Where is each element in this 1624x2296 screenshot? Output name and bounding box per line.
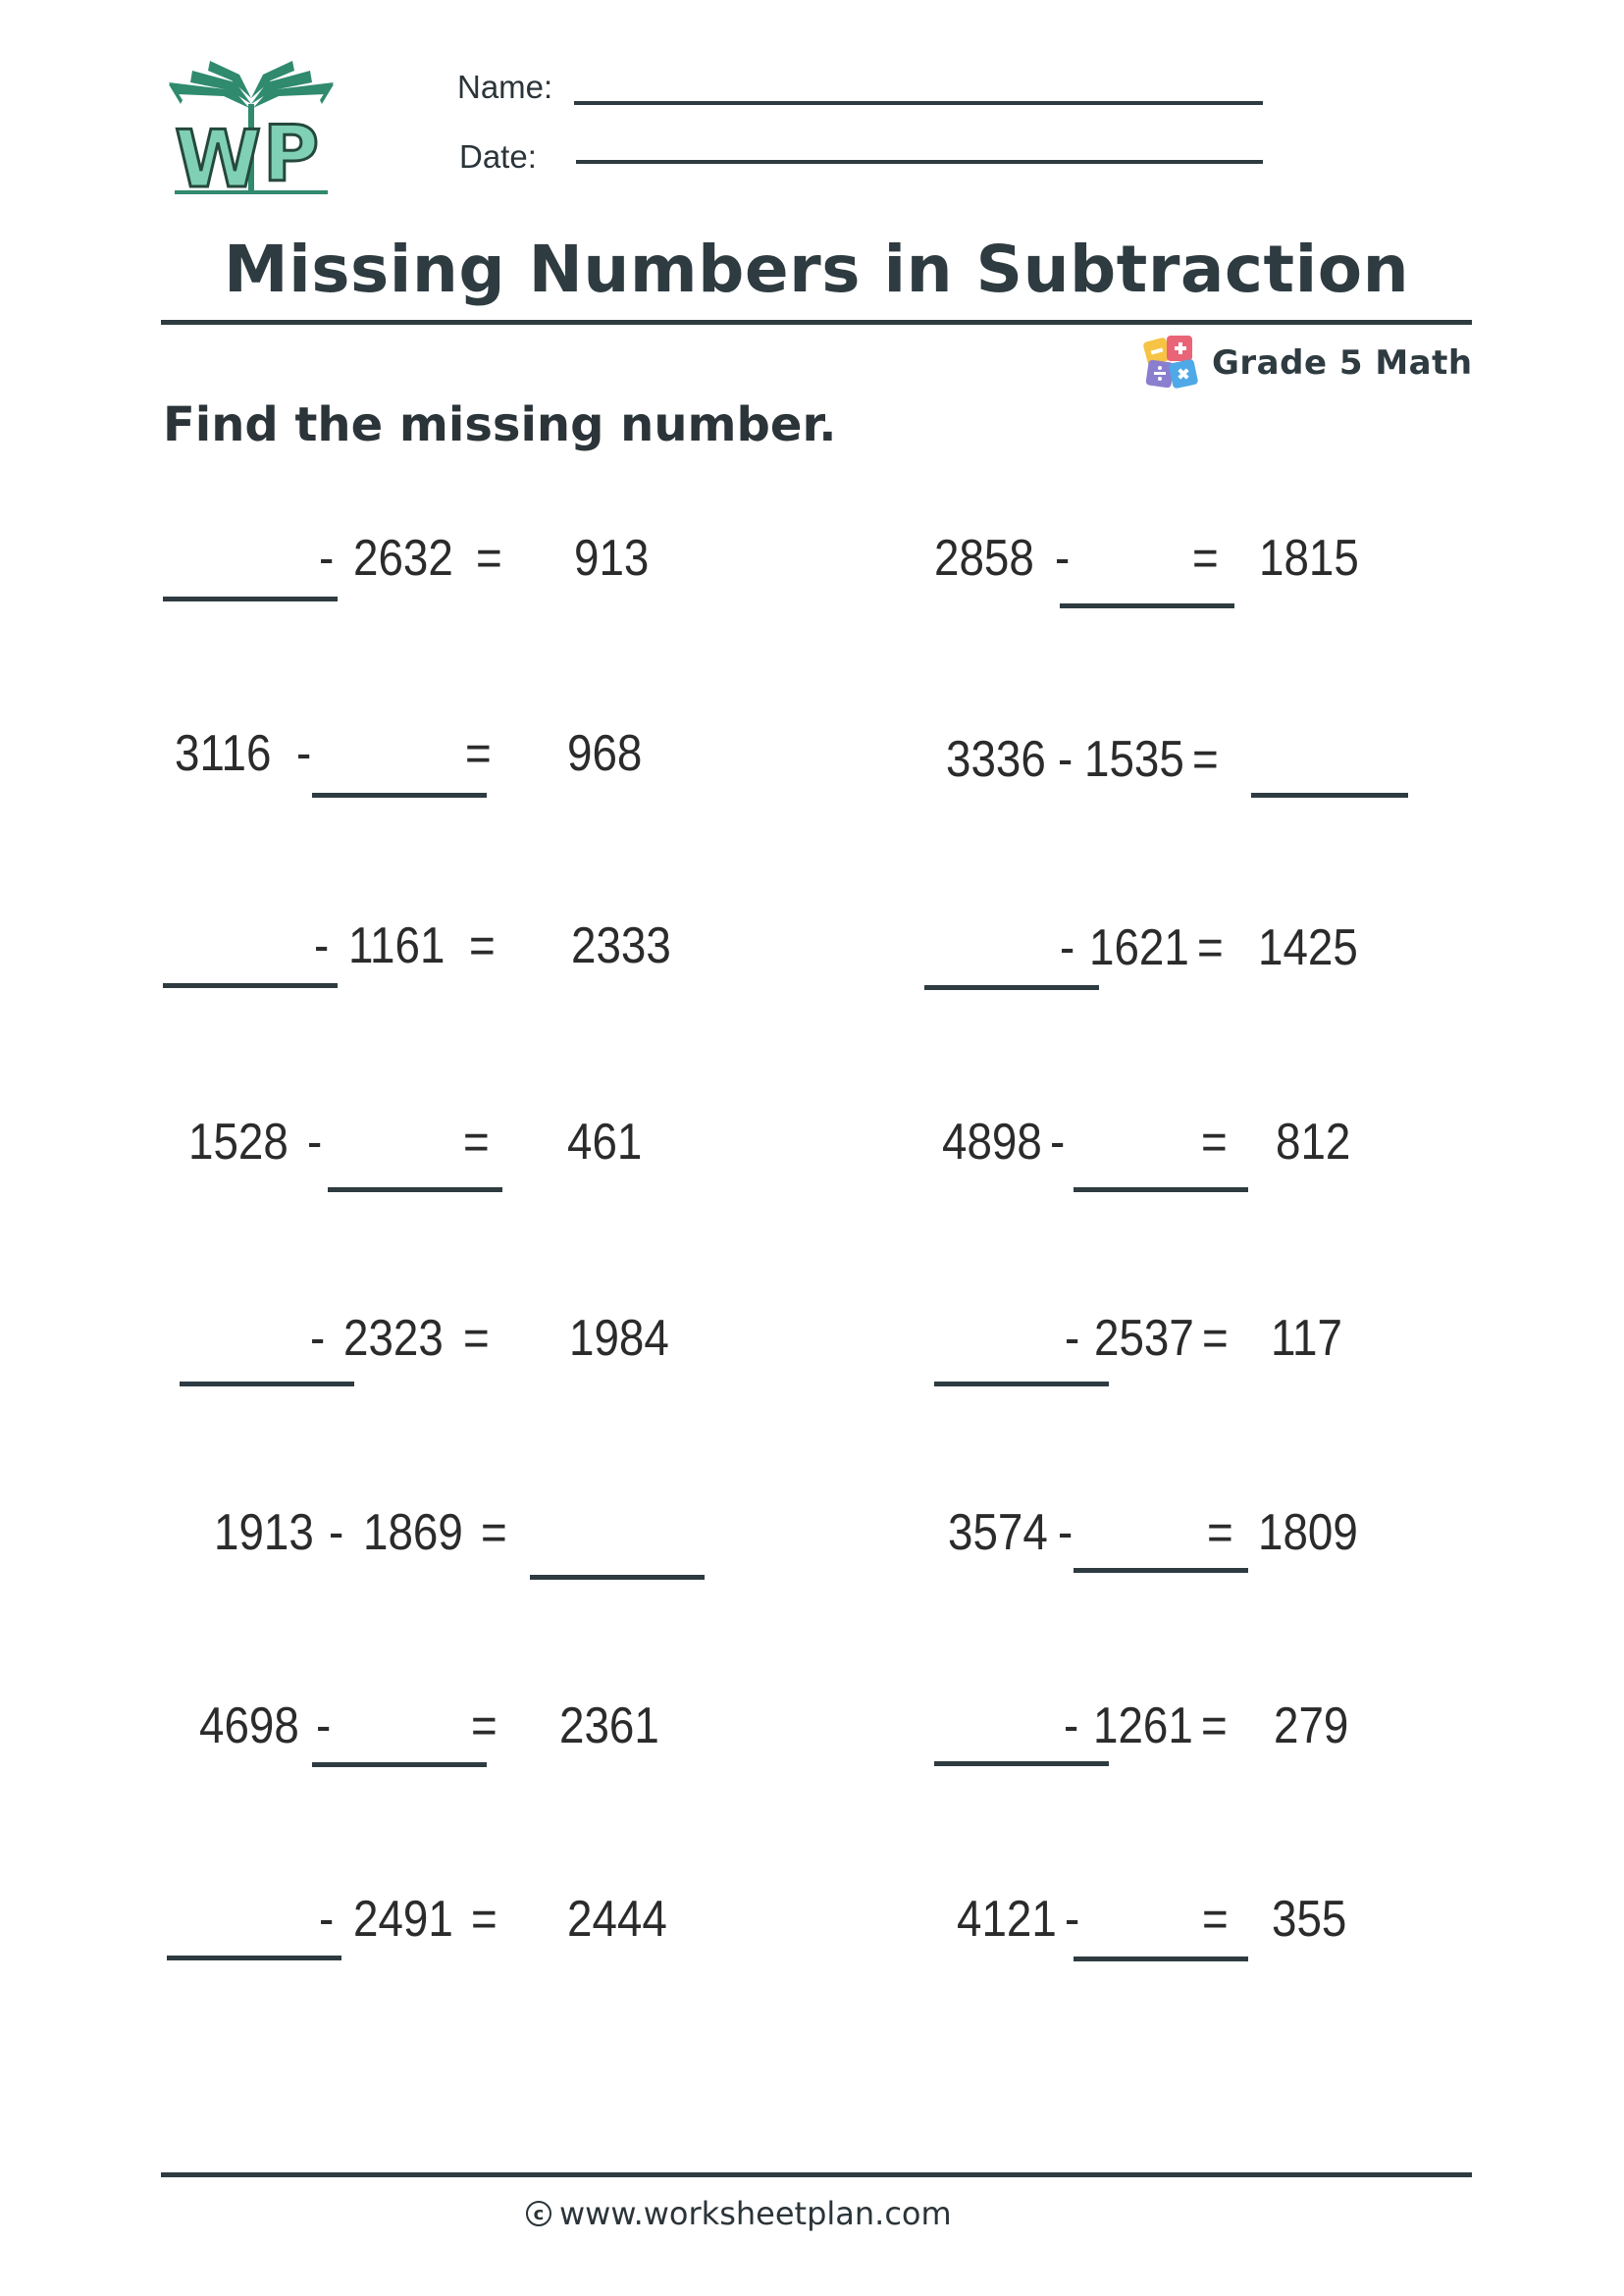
equals-sign: = — [1197, 919, 1224, 976]
difference: 913 — [574, 530, 650, 587]
equals-sign: = — [469, 917, 496, 974]
minus-sign: - — [316, 1697, 332, 1754]
minus-sign: - — [307, 1114, 323, 1171]
equals-sign: = — [463, 1114, 490, 1171]
difference: 2444 — [567, 1891, 667, 1948]
answer-blank[interactable] — [1060, 603, 1234, 608]
equals-sign: = — [1192, 530, 1219, 587]
minus-sign: - — [314, 917, 330, 974]
equals-sign: = — [481, 1504, 507, 1561]
answer-blank[interactable] — [934, 1761, 1109, 1766]
minuend: 3336 — [946, 731, 1046, 788]
answer-blank[interactable] — [934, 1382, 1109, 1386]
minus-sign: - — [1058, 731, 1074, 788]
subtrahend: 1535 — [1084, 731, 1184, 788]
equals-sign: = — [465, 725, 492, 782]
minuend: 4121 — [957, 1891, 1057, 1948]
book-tree-icon — [165, 61, 338, 196]
minuend: 4898 — [942, 1114, 1042, 1171]
subtrahend: 2537 — [1094, 1310, 1194, 1367]
difference: 968 — [567, 725, 643, 782]
answer-blank[interactable] — [1074, 1957, 1248, 1961]
instruction: Find the missing number. — [163, 397, 837, 452]
logo-letter-p: P — [263, 111, 320, 196]
footer — [526, 2195, 952, 2232]
difference: 1984 — [569, 1310, 669, 1367]
subtrahend: 1869 — [363, 1504, 463, 1561]
subtrahend: 1261 — [1093, 1697, 1193, 1754]
difference: 1809 — [1258, 1504, 1358, 1561]
equals-sign: = — [1207, 1504, 1233, 1561]
minuend: 3574 — [948, 1504, 1048, 1561]
equals-sign: = — [1192, 731, 1219, 788]
subtrahend: 1621 — [1089, 919, 1189, 976]
subtrahend: 1161 — [348, 917, 445, 974]
equals-sign: = — [1201, 1114, 1228, 1171]
subtrahend: 2323 — [343, 1310, 444, 1367]
minuend: 3116 — [175, 725, 272, 782]
page-title: Missing Numbers in Subtraction — [223, 232, 1410, 307]
date-field[interactable] — [576, 160, 1263, 164]
equals-sign: = — [1201, 1697, 1228, 1754]
equals-sign: = — [1202, 1891, 1229, 1948]
answer-blank[interactable] — [180, 1382, 354, 1386]
footer-divider — [161, 2172, 1472, 2177]
minus-sign: - — [1055, 530, 1071, 587]
equals-sign: = — [1202, 1310, 1229, 1367]
minus-sign: - — [1065, 1310, 1080, 1367]
answer-blank[interactable] — [1251, 793, 1408, 798]
equals-sign: = — [471, 1697, 498, 1754]
title-divider — [161, 320, 1472, 325]
worksheetplan-logo — [165, 61, 338, 196]
equals-sign: = — [463, 1310, 490, 1367]
difference: 1425 — [1258, 919, 1358, 976]
minus-sign: - — [319, 1891, 335, 1948]
footer-url[interactable]: www.worksheetplan.com — [559, 2195, 952, 2232]
name-label: Name: — [457, 69, 553, 105]
minus-sign: - — [1050, 1114, 1066, 1171]
subtrahend: 2632 — [353, 530, 453, 587]
minus-sign: - — [329, 1504, 344, 1561]
equals-sign: = — [476, 530, 502, 587]
minuend: 2858 — [934, 530, 1034, 587]
minuend: 1913 — [214, 1504, 314, 1561]
answer-blank[interactable] — [312, 793, 487, 798]
math-operations-icon — [1143, 334, 1202, 392]
difference: 117 — [1271, 1310, 1342, 1367]
minus-sign: - — [319, 530, 335, 587]
answer-blank[interactable] — [328, 1187, 502, 1192]
minus-sign: - — [1060, 919, 1075, 976]
minus-sign: - — [1065, 1891, 1080, 1948]
minus-sign: - — [310, 1310, 326, 1367]
minuend: 1528 — [188, 1114, 288, 1171]
answer-blank[interactable] — [530, 1575, 705, 1580]
answer-blank[interactable] — [1074, 1568, 1248, 1573]
date-label: Date: — [459, 138, 537, 175]
grade-badge — [1143, 334, 1473, 392]
answer-blank[interactable] — [924, 985, 1099, 990]
difference: 279 — [1274, 1697, 1349, 1754]
logo-letter-w: W — [175, 114, 262, 196]
subtrahend: 2491 — [353, 1891, 453, 1948]
equals-sign: = — [471, 1891, 498, 1948]
answer-blank[interactable] — [163, 597, 338, 601]
difference: 461 — [567, 1114, 643, 1171]
grade-label: Grade 5 Math — [1212, 343, 1473, 383]
minus-sign: - — [1064, 1697, 1079, 1754]
answer-blank[interactable] — [163, 983, 338, 988]
minus-sign: - — [1058, 1504, 1074, 1561]
difference: 1815 — [1259, 530, 1359, 587]
difference: 355 — [1272, 1891, 1347, 1948]
difference: 2361 — [559, 1697, 659, 1754]
answer-blank[interactable] — [167, 1956, 341, 1960]
name-field[interactable] — [574, 101, 1263, 105]
copyright-icon: c — [526, 2201, 551, 2226]
minus-sign: - — [296, 725, 312, 782]
minuend: 4698 — [199, 1697, 299, 1754]
answer-blank[interactable] — [312, 1762, 487, 1767]
answer-blank[interactable] — [1074, 1187, 1248, 1192]
difference: 2333 — [571, 917, 671, 974]
difference: 812 — [1276, 1114, 1351, 1171]
